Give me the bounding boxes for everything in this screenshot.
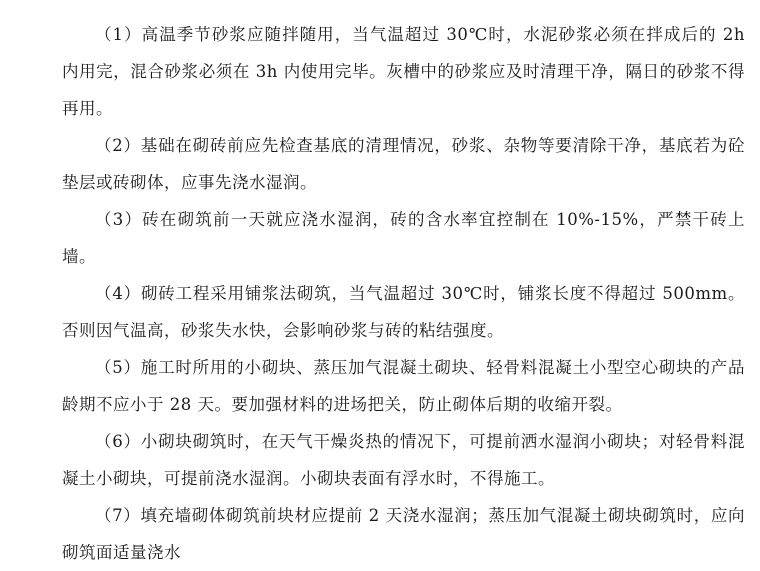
paragraph-4: （4）砌砖工程采用铺浆法砌筑，当气温超过 30℃时，铺浆长度不得超过 500mm。否则因气温高，砂浆失水快，会影响砂浆与砖的粘结强度。: [62, 284, 745, 340]
paragraph-2: （2）基础在砌砖前应先检查基底的清理情况，砂浆、杂物等要清除干净，基底若为砼垫层或砖砌体，应事先浇水湿润。: [62, 136, 745, 192]
paragraph-5: （5）施工时所用的小砌块、蒸压加气混凝土砌块、轻骨料混凝土小型空心砌块的产品龄期不应小于 28 天。要加强材料的进场把关，防止砌体后期的收缩开裂。: [62, 358, 745, 414]
paragraph-3: （3）砖在砌筑前一天就应浇水湿润，砖的含水率宜控制在 10%-15%，严禁干砖上墙。: [62, 210, 745, 266]
paragraph-1: （1）高温季节砂浆应随拌随用，当气温超过 30℃时，水泥砂浆必须在拌成后的 2h 内用完，混合砂浆必须在 3h 内使用完毕。灰槽中的砂浆应及时清理干净，隔日的砂浆不得再用。: [62, 25, 745, 118]
paragraph-7: （7）填充墙砌体砌筑前块材应提前 2 天浇水湿润；蒸压加气混凝土砌块砌筑时，应向砌筑面适量浇水: [62, 506, 745, 562]
paragraph-6: （6）小砌块砌筑时，在天气干燥炎热的情况下，可提前洒水湿润小砌块；对轻骨料混凝土小砌块，可提前浇水湿润。小砌块表面有浮水时，不得施工。: [62, 432, 745, 488]
